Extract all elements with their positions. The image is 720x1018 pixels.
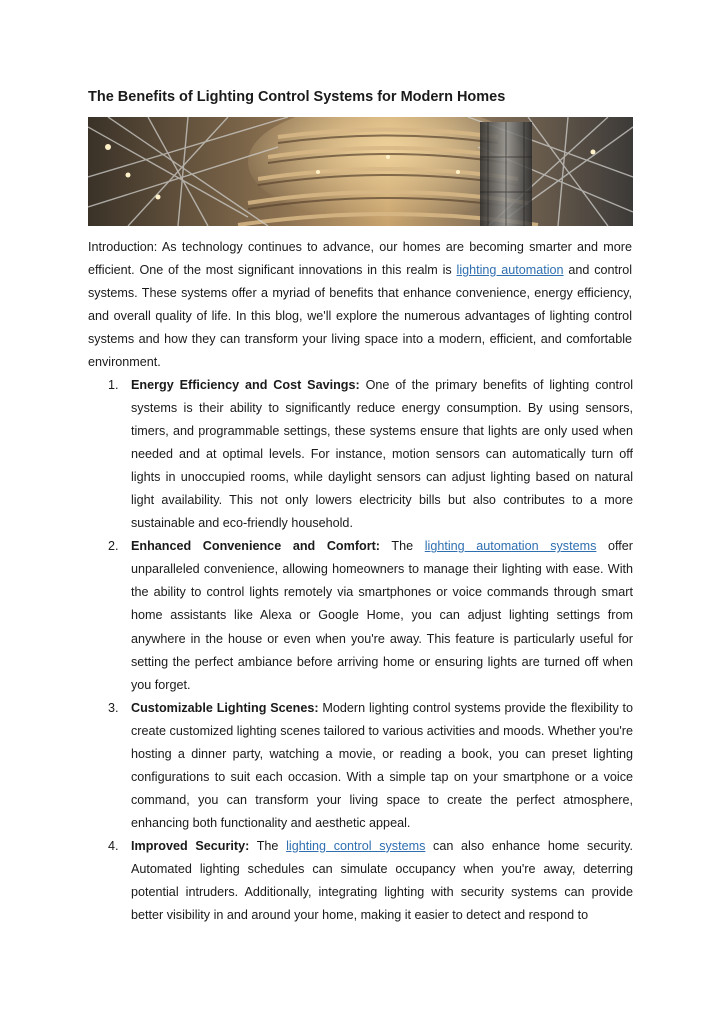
- hero-image: [88, 117, 633, 226]
- list-item: [0, 697, 633, 835]
- item-heading: Customizable Lighting Scenes:: [131, 700, 319, 715]
- lighting-control-systems-link[interactable]: lighting control systems: [286, 838, 426, 853]
- lighting-automation-link[interactable]: lighting automation: [456, 263, 564, 278]
- item-text-continued: offer unparalleled convenience, allowing homeowners to manage their lighting with ease. With the ability to control lights remotely via smartphones or voice commands through smart home assistants like Alexa or Google Home, you can adjust lighting settings from anywhere in the house or even when you're away. This feature is particularly useful for setting the perfect ambiance before arriving home or ensuring lights are turned off when you forget.: [131, 539, 633, 692]
- intro-text-continued: and control systems. These systems offer a myriad of benefits that enhance convenience, energy efficiency, and overall quality of life. In this blog, we'll explore the numerous advantages of lighting control systems and how they can transform your living space into a modern, efficient, and comfortable environment.: [88, 263, 633, 370]
- item-text-continued: can also enhance home security. Automated lighting schedules can simulate occupancy when you're away, deterring potential intruders. Additionally, integrating lighting with security systems can provide better visibility in and around your home, making it easier to detect and respond to: [131, 838, 633, 923]
- list-number: 4.: [108, 838, 119, 853]
- item-text: One of the primary benefits of lighting control systems is their ability to significantly reduce energy consumption. By using sensors, timers, and programmable settings, these systems ensure that lights are only used when needed and at optimal levels. For instance, motion sensors can automatically turn off lights in unoccupied rooms, while daylight sensors can adjust lighting based on natural light availability. This not only lowers electricity bills but also contributes to a more sustainable and eco-friendly household.: [131, 378, 633, 531]
- benefits-list: [0, 374, 720, 927]
- list-item: [0, 374, 633, 535]
- list-number: 3.: [108, 700, 119, 715]
- lighting-automation-systems-link[interactable]: lighting automation systems: [424, 539, 597, 554]
- list-item: [0, 835, 633, 927]
- page-title: The Benefits of Lighting Control Systems for Modern Homes: [88, 89, 506, 105]
- item-text: The: [249, 838, 287, 853]
- item-heading: Enhanced Convenience and Comfort:: [131, 539, 380, 554]
- item-text: Modern lighting control systems provide the flexibility to create customized lighting scenes tailored to various activities and moods. Whether you're hosting a dinner party, watching a movie, or reading a book, you can preset lighting configurations to suit each occasion. With a simple tap on your smartphone or a voice command, you can transform your living space to create the perfect atmosphere, enhancing both functionality and aesthetic appeal.: [131, 700, 633, 830]
- item-heading: Improved Security:: [131, 838, 250, 853]
- list-number: 1.: [108, 378, 119, 392]
- item-heading: Energy Efficiency and Cost Savings:: [131, 378, 360, 392]
- intro-paragraph: [88, 236, 632, 374]
- list-number: 2.: [108, 539, 119, 554]
- list-item: [0, 535, 633, 696]
- intro-text: Introduction: As technology continues to advance, our homes are becoming smarter and more efficient. One of the most significant innovations in this realm is: [88, 240, 632, 278]
- item-text: The: [380, 539, 425, 554]
